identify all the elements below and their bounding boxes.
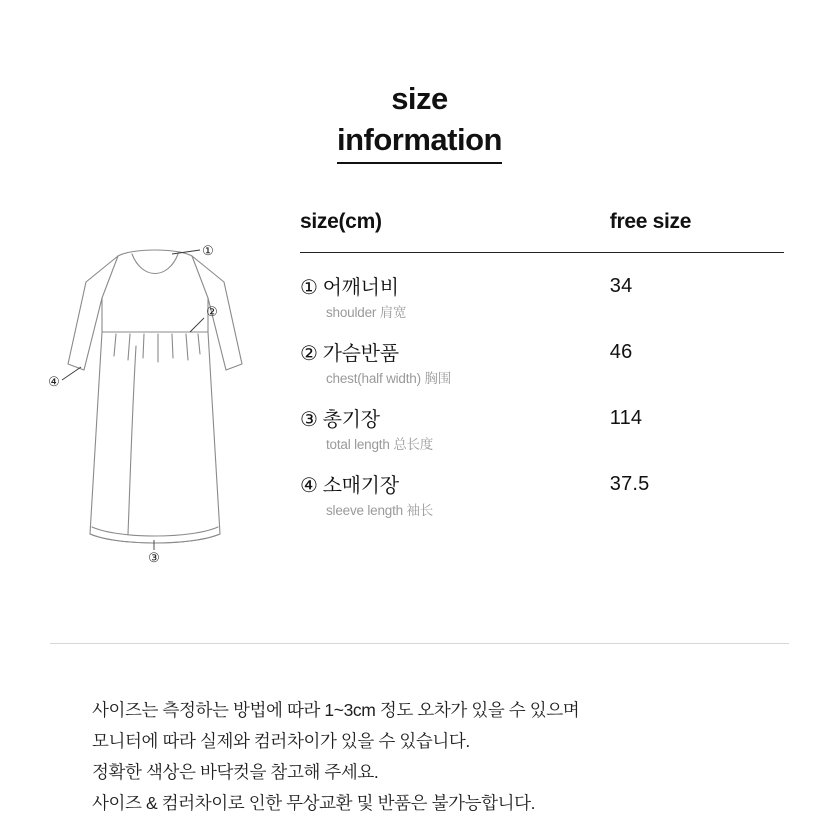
- row-number: ②: [300, 343, 318, 365]
- row-subtitle: total length 总长度: [326, 437, 434, 452]
- row-number: ①: [300, 277, 318, 299]
- header-size-value: free size: [609, 210, 692, 233]
- row-name-text: 가슴반품: [322, 343, 399, 365]
- callout-4: ④: [48, 374, 60, 389]
- row-value: 37.5: [609, 473, 650, 495]
- dress-illustration: [0, 210, 300, 569]
- callout-1: ①: [202, 243, 214, 258]
- table-row: [300, 253, 784, 326]
- row-name: [300, 407, 610, 433]
- header-size-label: size(cm): [300, 210, 382, 233]
- row-subtitle: sleeve length 袖长: [326, 503, 434, 518]
- note-line: 정확한 색상은 바닥컷을 참고해 주세요.: [92, 762, 379, 782]
- page-title: [0, 0, 839, 164]
- row-label-cell: [300, 391, 610, 457]
- row-name: [300, 275, 610, 301]
- row-number: ④: [300, 475, 318, 497]
- note-line: 사이즈는 측정하는 방법에 따라 1~3cm 정도 오차가 있을 수 있으며: [92, 700, 580, 720]
- row-name: [300, 473, 610, 499]
- callout-2: ②: [206, 304, 218, 319]
- page-title-line-1: size: [391, 81, 448, 116]
- row-subtitle: chest(half width) 胸围: [326, 371, 452, 386]
- page-title-line-2: information: [337, 119, 502, 164]
- table-header-row: [300, 210, 784, 253]
- row-label-cell: [300, 325, 610, 391]
- table-row: [300, 391, 784, 457]
- row-subtitle: shoulder 肩宽: [326, 305, 407, 320]
- row-value: 34: [609, 275, 633, 297]
- size-table: [300, 210, 784, 523]
- row-label-cell: [300, 457, 610, 523]
- table-row: [300, 325, 784, 391]
- callout-3: ③: [148, 550, 160, 564]
- size-table-wrap: [300, 210, 839, 523]
- row-name: [300, 341, 610, 367]
- dress-diagram-icon: [40, 234, 290, 564]
- row-name-text: 소매기장: [322, 475, 399, 497]
- row-label-cell: [300, 253, 610, 326]
- row-value: 114: [609, 407, 643, 429]
- note-line: 모니터에 따라 실제와 컴러차이가 있을 수 있습니다.: [92, 731, 470, 751]
- row-name-text: 총기장: [322, 409, 380, 431]
- table-row: [300, 457, 784, 523]
- size-content: [0, 210, 839, 569]
- section-divider: [50, 643, 789, 644]
- row-value: 46: [609, 341, 633, 363]
- row-name-text: 어깨너비: [322, 277, 399, 299]
- note-line: 사이즈 & 컴러차이로 인한 무상교환 및 반품은 불가능합니다.: [92, 793, 536, 813]
- notes-block: [92, 695, 579, 819]
- row-number: ③: [300, 409, 318, 431]
